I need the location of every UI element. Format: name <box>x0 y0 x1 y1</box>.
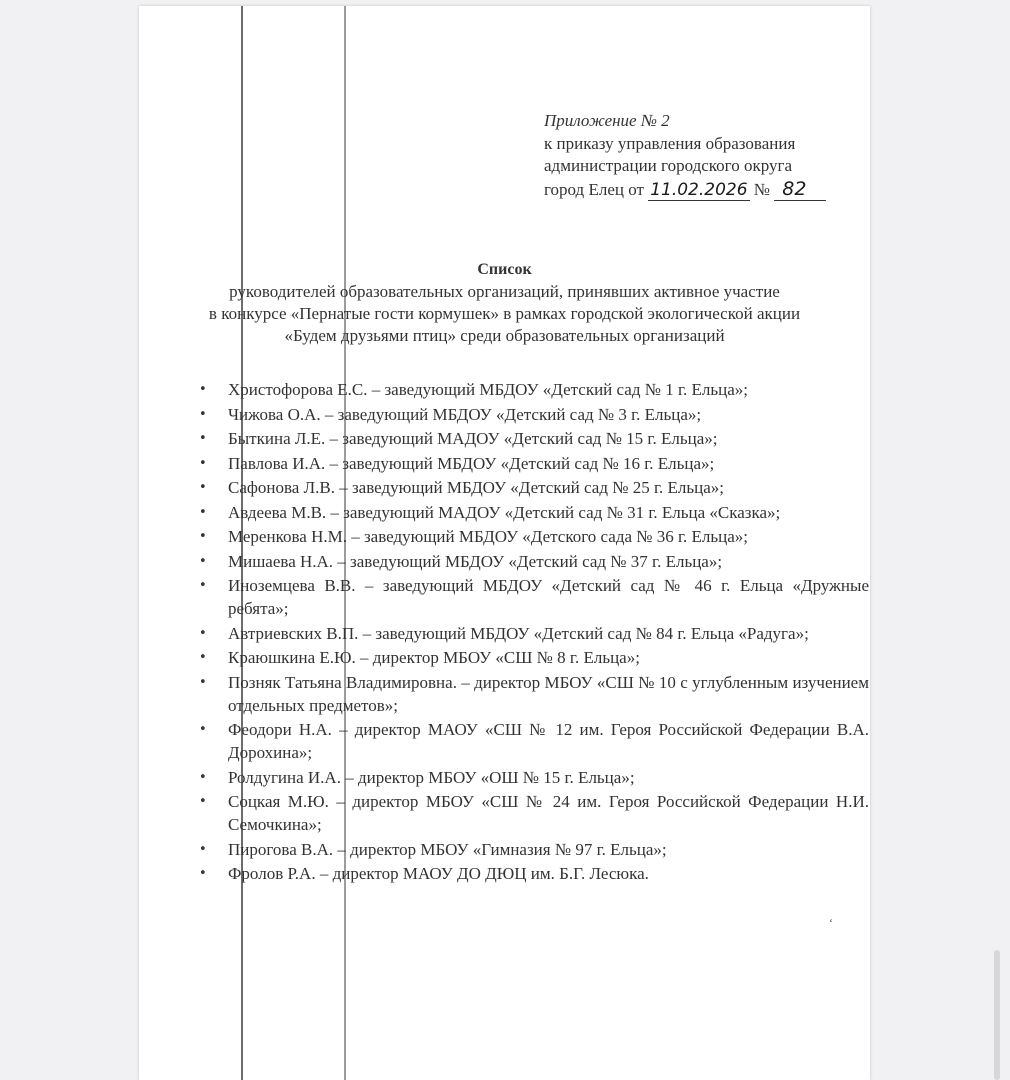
bullet-icon: • <box>199 769 207 785</box>
bullet-icon: • <box>199 406 207 422</box>
list-item-text: Позняк Татьяна Владимировна. – директор МБОУ «СШ № 10 с углубленным изучением отдельных предметов»; <box>228 672 869 715</box>
list-item <box>199 501 869 524</box>
list-item-text: Ролдугина И.А. – директор МБОУ «ОШ № 15 г. Ельца»; <box>228 767 635 787</box>
list-item <box>199 427 869 450</box>
bullet-icon: • <box>199 553 207 569</box>
subtitle-line: «Будем друзьями птиц» среди образовательных организаций <box>284 326 725 345</box>
participants-list <box>199 378 869 887</box>
list-item <box>199 476 869 499</box>
bullet-icon: • <box>199 480 207 495</box>
list-item <box>199 790 869 836</box>
list-item <box>199 718 869 764</box>
scrollbar[interactable] <box>994 950 1000 1080</box>
list-item <box>199 452 869 475</box>
list-item-text: Феодори Н.А. – директор МАОУ «СШ № 12 им. Героя Российской Федерации В.А. Дорохина»; <box>228 720 869 762</box>
subtitle-line: в конкурсе «Пернатые гости кормушек» в рамках городской экологической акции <box>208 304 801 323</box>
document-page <box>139 6 870 1080</box>
bullet-icon: • <box>199 650 207 665</box>
appendix-block <box>544 110 864 201</box>
list-item <box>199 862 869 885</box>
list-item <box>199 838 869 861</box>
list-item <box>199 622 869 645</box>
list-item <box>199 525 869 548</box>
bullet-icon: • <box>199 625 207 641</box>
bullet-icon: • <box>199 841 207 857</box>
handwritten-date: 11.02.2026 <box>650 179 748 200</box>
appendix-line: к приказу управления образования <box>544 133 796 153</box>
appendix-date-line <box>544 178 864 202</box>
list-item <box>199 403 869 426</box>
list-item-text: Сафонова Л.В. – заведующий МБДОУ «Детский сад № 25 г. Ельца»; <box>228 478 724 497</box>
bullet-icon: • <box>199 504 207 520</box>
list-item-text: Краюшкина Е.Ю. – директор МБОУ «СШ № 8 г. Ельца»; <box>228 648 640 667</box>
appendix-title: Приложение № 2 <box>544 111 670 130</box>
list-item-text: Автриевских В.П. – заведующий МБДОУ «Детский сад № 84 г. Ельца «Радуга»; <box>228 623 809 643</box>
list-item <box>199 378 869 401</box>
list-item-text: Меренкова Н.М. – заведующий МБДОУ «Детского сада № 36 г. Ельца»; <box>228 527 749 546</box>
list-item-text: Иноземцева В.В. – заведующий МБДОУ «Детский сад № 46 г. Ельца «Дружные ребята»; <box>228 576 869 618</box>
bullet-icon: • <box>199 455 207 471</box>
list-item-text: Христофорова Е.С. – заведующий МБДОУ «Детский сад № 1 г. Ельца»; <box>228 380 748 399</box>
list-item <box>199 646 869 669</box>
list-item-text: Пирогова В.А. – директор МБОУ «Гимназия № 97 г. Ельца»; <box>228 839 667 859</box>
bullet-icon: • <box>199 578 207 593</box>
bullet-icon: • <box>199 529 207 544</box>
appendix-city-prefix: город Елец от <box>544 179 644 199</box>
list-item <box>199 766 869 789</box>
list-item-text: Павлова И.А. – заведующий МБДОУ «Детский сад № 16 г. Ельца»; <box>228 453 715 473</box>
list-item <box>199 550 869 573</box>
list-item-text: Авдеева М.В. – заведующий МАДОУ «Детский сад № 31 г. Ельца «Сказка»; <box>228 502 781 522</box>
list-item-text: Соцкая М.Ю. – директор МБОУ «СШ № 24 им. Героя Российской Федерации Н.И. Семочкина»; <box>228 792 869 834</box>
number-label: № <box>753 179 771 199</box>
subtitle-line: руководителей образовательных организаций, принявших активное участие <box>229 282 780 301</box>
bullet-icon: • <box>199 431 207 446</box>
document-heading: Список <box>477 261 532 278</box>
list-item-text: Чижова О.А. – заведующий МБДОУ «Детский сад № 3 г. Ельца»; <box>228 404 702 424</box>
list-item-text: Фролов Р.А. – директор МАОУ ДО ДЮЦ им. Б.Г. Лесюка. <box>228 864 649 883</box>
list-item <box>199 671 869 717</box>
list-item <box>199 574 869 620</box>
bullet-icon: • <box>199 866 207 881</box>
bullet-icon: • <box>199 674 207 690</box>
document-subtitle <box>139 281 870 347</box>
bullet-icon: • <box>199 794 207 809</box>
list-item-text: Мишаева Н.А. – заведующий МБДОУ «Детский сад № 37 г. Ельца»; <box>228 551 723 571</box>
bullet-icon: • <box>199 382 207 397</box>
appendix-line: администрации городского округа <box>544 156 793 175</box>
list-item-text: Быткина Л.Е. – заведующий МАДОУ «Детский сад № 15 г. Ельца»; <box>228 429 718 448</box>
handwritten-number: 82 <box>774 178 826 201</box>
bullet-icon: • <box>199 722 207 737</box>
scan-speck: ‘ <box>829 916 833 930</box>
